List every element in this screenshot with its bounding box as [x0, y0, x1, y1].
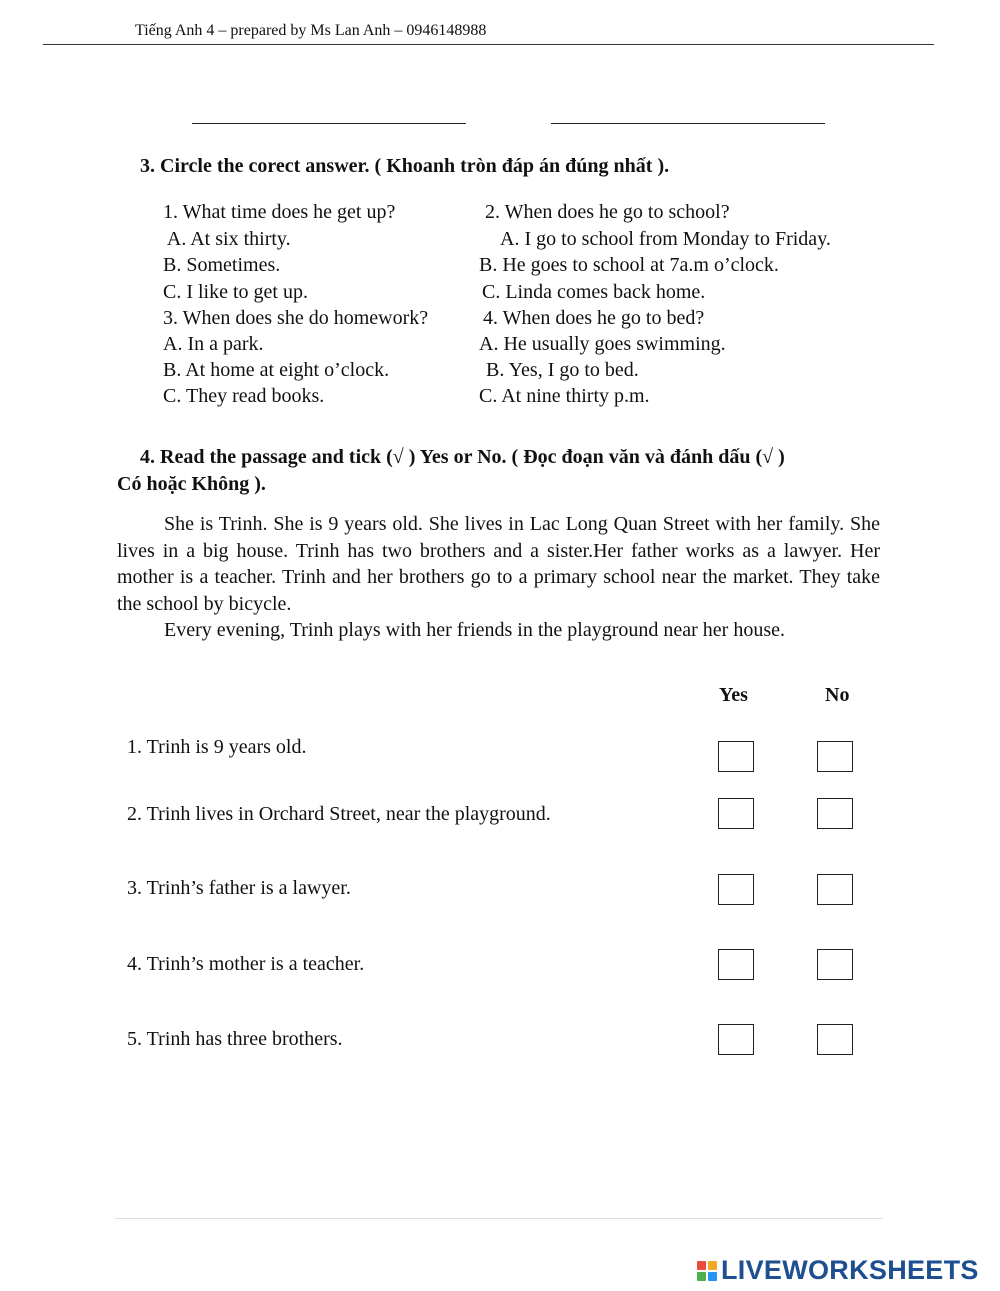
header-divider [43, 44, 934, 45]
section-3-title: 3. Circle the corect answer. ( Khoanh tròn đáp án đúng nhất ). [140, 155, 670, 177]
question-line: 3. When does she do homework? [163, 307, 429, 329]
yes-checkbox-4[interactable] [718, 949, 754, 980]
logo-text: LIVEWORKSHEETS [721, 1255, 979, 1285]
statement-5: 5. Trinh has three brothers. [127, 1028, 343, 1050]
yes-checkbox-2[interactable] [718, 798, 754, 829]
no-checkbox-2[interactable] [817, 798, 853, 829]
question-line: 1. What time does he get up? [163, 201, 396, 223]
option-line[interactable]: C. At nine thirty p.m. [479, 385, 650, 407]
statement-3: 3. Trinh’s father is a lawyer. [127, 877, 351, 899]
reading-passage [117, 511, 880, 644]
no-checkbox-5[interactable] [817, 1024, 853, 1055]
section-4-title-line-1: 4. Read the passage and tick (√ ) Yes or No. ( Đọc đoạn văn và đánh dấu (√ ) [140, 446, 785, 468]
question-line: 4. When does he go to bed? [483, 307, 705, 329]
answer-blank-line-2 [551, 123, 825, 124]
passage-paragraph-1: She is Trinh. She is 9 years old. She lives in Lac Long Quan Street with her family. She lives in a big house. Trinh has two brothers and a sister.Her father works as a lawyer. Her mother is a teacher. Trinh and her brothers go to a primary school near the market. They take the school by bicycle. [117, 513, 880, 615]
option-line[interactable]: C. I like to get up. [163, 281, 308, 303]
option-line[interactable]: B. Sometimes. [163, 254, 281, 276]
passage-paragraph-2: Every evening, Trinh plays with her friends in the playground near her house. [164, 619, 785, 641]
column-header-yes: Yes [719, 684, 748, 706]
option-line[interactable]: A. In a park. [163, 333, 264, 355]
option-line[interactable]: A. He usually goes swimming. [479, 333, 726, 355]
option-line[interactable]: B. He goes to school at 7a.m o’clock. [479, 254, 779, 276]
option-line[interactable]: A. At six thirty. [163, 228, 291, 250]
statement-1: 1. Trinh is 9 years old. [127, 736, 307, 758]
statement-2: 2. Trinh lives in Orchard Street, near the playground. [127, 803, 551, 825]
section-4-title-line-2: Có hoặc Không ). [117, 473, 266, 495]
yes-checkbox-5[interactable] [718, 1024, 754, 1055]
option-line[interactable]: B. At home at eight o’clock. [163, 359, 390, 381]
no-checkbox-3[interactable] [817, 874, 853, 905]
column-header-no: No [825, 684, 850, 706]
footer-divider [115, 1218, 883, 1219]
logo-squares-icon [697, 1261, 717, 1281]
no-checkbox-4[interactable] [817, 949, 853, 980]
yes-checkbox-1[interactable] [718, 741, 754, 772]
liveworksheets-logo [697, 1255, 979, 1286]
yes-checkbox-3[interactable] [718, 874, 754, 905]
question-line: 2. When does he go to school? [485, 201, 730, 223]
option-line[interactable]: C. They read books. [163, 385, 325, 407]
option-line[interactable]: C. Linda comes back home. [482, 281, 706, 303]
page-header: Tiếng Anh 4 – prepared by Ms Lan Anh – 0946148988 [135, 22, 487, 39]
statement-4: 4. Trinh’s mother is a teacher. [127, 953, 365, 975]
no-checkbox-1[interactable] [817, 741, 853, 772]
answer-blank-line-1 [192, 123, 466, 124]
option-line[interactable]: B. Yes, I go to bed. [486, 359, 639, 381]
option-line[interactable]: A. I go to school from Monday to Friday. [500, 228, 831, 250]
